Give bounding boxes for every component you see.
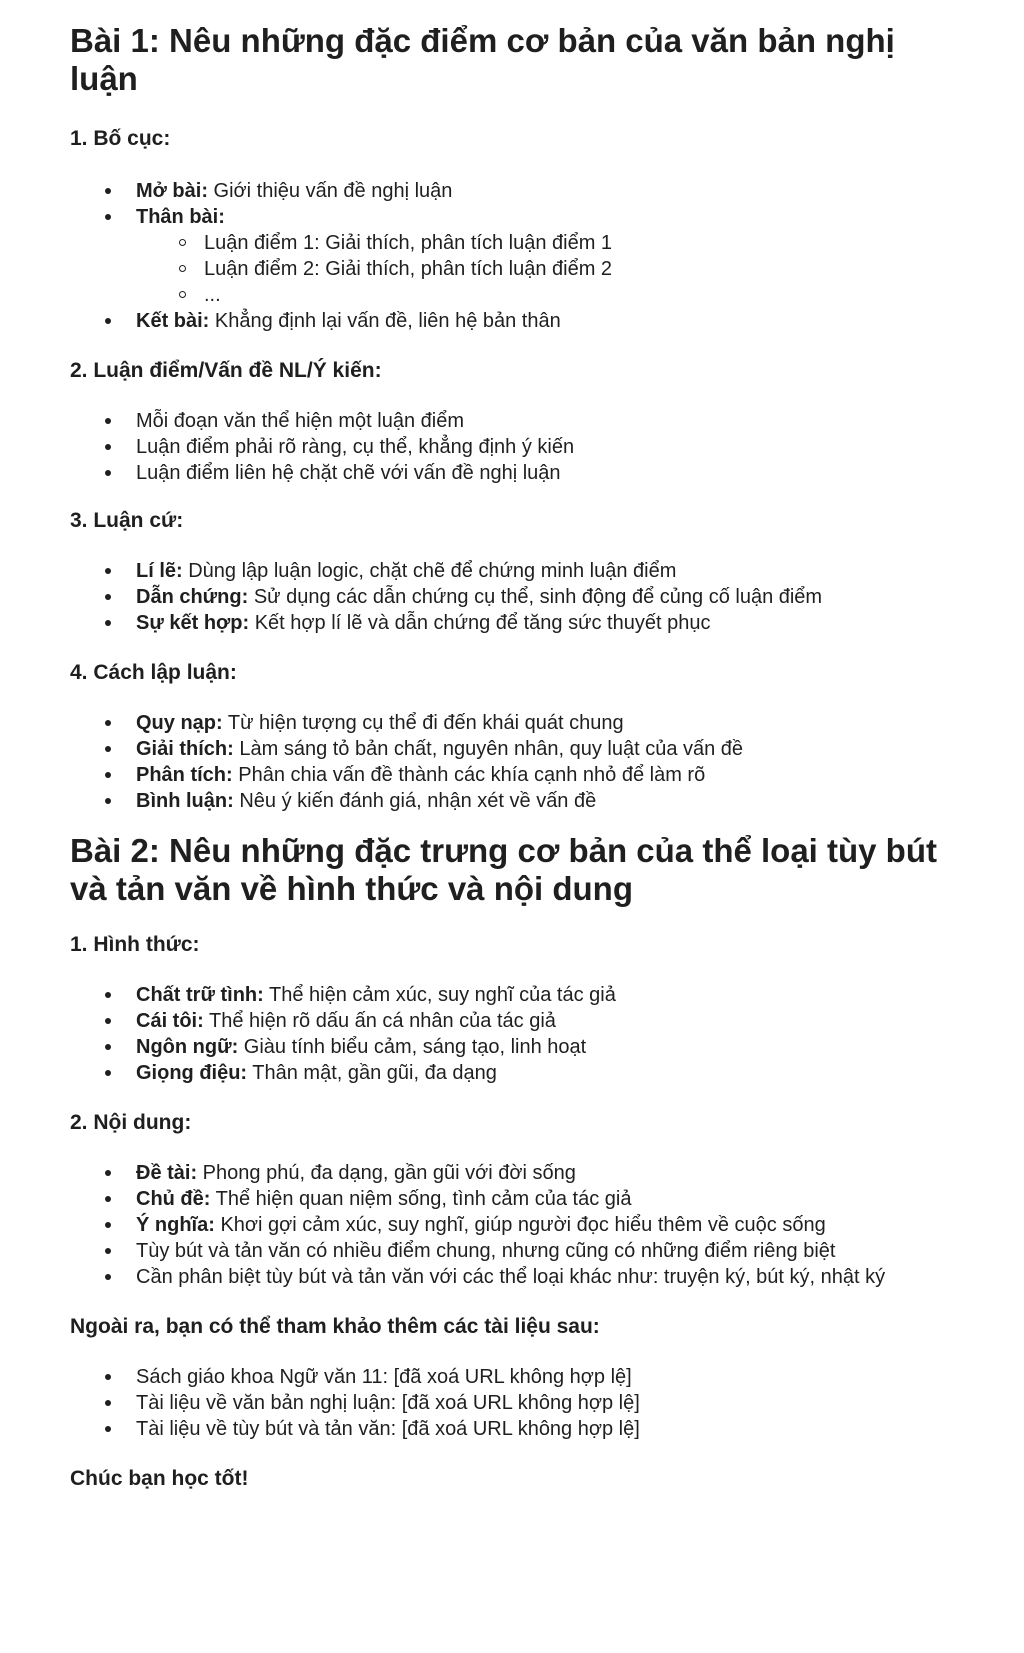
list-item xyxy=(70,710,970,736)
item-label: Phân tích: xyxy=(136,764,233,786)
item-label: Mở bài: xyxy=(136,180,208,202)
references-list xyxy=(70,1364,970,1442)
item-label: Cái tôi: xyxy=(136,1010,204,1032)
list-item: Tài liệu về tùy bút và tản văn: [đã xoá URL không hợp lệ] xyxy=(70,1416,970,1442)
item-label: Ngôn ngữ: xyxy=(136,1036,239,1058)
list-item xyxy=(70,1034,970,1060)
bai1-s4-heading: 4. Cách lập luận: xyxy=(70,661,237,684)
list-item: Luận điểm 1: Giải thích, phân tích luận điểm 1 xyxy=(70,230,970,256)
list-item: Cần phân biệt tùy bút và tản văn với các thể loại khác như: truyện ký, bút ký, nhật ký xyxy=(70,1264,970,1290)
list-item: Mỗi đoạn văn thể hiện một luận điểm xyxy=(70,408,970,434)
item-text: Sử dụng các dẫn chứng cụ thể, sinh động để củng cố luận điểm xyxy=(248,586,823,608)
list-item: ... xyxy=(70,282,970,308)
item-text: Thể hiện cảm xúc, suy nghĩ của tác giả xyxy=(263,984,616,1006)
item-text: Dùng lập luận logic, chặt chẽ để chứng minh luận điểm xyxy=(182,560,677,582)
item-text: Kết hợp lí lẽ và dẫn chứng để tăng sức thuyết phục xyxy=(249,612,711,634)
item-text: Nêu ý kiến đánh giá, nhận xét về vấn đề xyxy=(233,790,597,812)
list-item: Luận điểm phải rõ ràng, cụ thể, khẳng định ý kiến xyxy=(70,434,970,460)
item-label: Bình luận: xyxy=(136,790,234,812)
item-text: Làm sáng tỏ bản chất, nguyên nhân, quy luật của vấn đề xyxy=(233,738,744,760)
list-item xyxy=(70,1160,970,1186)
item-text: Thể hiện quan niệm sống, tình cảm của tác giả xyxy=(210,1188,632,1210)
item-label: Lí lẽ: xyxy=(136,560,183,582)
bai1-s1-sublist xyxy=(70,230,970,308)
bai1-s1-heading: 1. Bố cục: xyxy=(70,127,171,150)
item-label: Thân bài: xyxy=(136,206,225,228)
list-item xyxy=(70,308,970,334)
list-item: Luận điểm 2: Giải thích, phân tích luận điểm 2 xyxy=(70,256,970,282)
references-heading: Ngoài ra, bạn có thể tham khảo thêm các tài liệu sau: xyxy=(70,1315,600,1338)
bai2-title: Bài 2: Nêu những đặc trưng cơ bản của thể loại tùy bút và tản văn về hình thức và nội dung xyxy=(70,832,937,907)
list-item: Tài liệu về văn bản nghị luận: [đã xoá URL không hợp lệ] xyxy=(70,1390,970,1416)
bai1-s1-list-end xyxy=(70,308,970,334)
list-item xyxy=(70,1008,970,1034)
list-item: Luận điểm liên hệ chặt chẽ với vấn đề nghị luận xyxy=(70,460,970,486)
item-label: Ý nghĩa: xyxy=(136,1214,215,1236)
item-label: Chất trữ tình: xyxy=(136,984,264,1006)
bai2-s2-heading: 2. Nội dung: xyxy=(70,1111,192,1134)
list-item xyxy=(70,1060,970,1086)
bai1-s4-list xyxy=(70,710,970,814)
bai1-s2-list xyxy=(70,408,970,486)
list-item xyxy=(70,584,970,610)
list-item xyxy=(70,982,970,1008)
list-item xyxy=(70,610,970,636)
item-label: Kết bài: xyxy=(136,310,210,332)
list-item xyxy=(70,178,970,204)
list-item: Tùy bút và tản văn có nhiều điểm chung, nhưng cũng có những điểm riêng biệt xyxy=(70,1238,970,1264)
item-text: Phong phú, đa dạng, gần gũi với đời sống xyxy=(197,1162,576,1184)
bai2-s2-list xyxy=(70,1160,970,1290)
item-text: Khơi gợi cảm xúc, suy nghĩ, giúp người đọc hiểu thêm về cuộc sống xyxy=(214,1214,826,1236)
item-text: Thể hiện rõ dấu ấn cá nhân của tác giả xyxy=(203,1010,556,1032)
list-item xyxy=(70,1186,970,1212)
list-item xyxy=(70,558,970,584)
item-text: Từ hiện tượng cụ thể đi đến khái quát chung xyxy=(222,712,624,734)
bai1-title: Bài 1: Nêu những đặc điểm cơ bản của văn bản nghị luận xyxy=(70,22,895,97)
document-content xyxy=(70,22,970,1492)
list-item xyxy=(70,204,970,230)
closing-text: Chúc bạn học tốt! xyxy=(70,1467,249,1490)
item-label: Đề tài: xyxy=(136,1162,198,1184)
item-label: Quy nạp: xyxy=(136,712,223,734)
list-item xyxy=(70,736,970,762)
bai2-s1-list xyxy=(70,982,970,1086)
list-item xyxy=(70,1212,970,1238)
bai1-s3-heading: 3. Luận cứ: xyxy=(70,509,184,532)
bai1-s1-list xyxy=(70,178,970,230)
item-text: Phân chia vấn đề thành các khía cạnh nhỏ để làm rõ xyxy=(232,764,706,786)
item-text: Giàu tính biểu cảm, sáng tạo, linh hoạt xyxy=(238,1036,587,1058)
item-label: Sự kết hợp: xyxy=(136,612,250,634)
list-item xyxy=(70,788,970,814)
item-text: Thân mật, gần gũi, đa dạng xyxy=(247,1062,497,1084)
bai2-s1-heading: 1. Hình thức: xyxy=(70,933,200,956)
list-item xyxy=(70,762,970,788)
item-label: Giải thích: xyxy=(136,738,234,760)
bai1-s2-heading: 2. Luận điểm/Vấn đề NL/Ý kiến: xyxy=(70,359,382,382)
item-text: Giới thiệu vấn đề nghị luận xyxy=(208,180,453,202)
list-item: Sách giáo khoa Ngữ văn 11: [đã xoá URL không hợp lệ] xyxy=(70,1364,970,1390)
item-label: Dẫn chứng: xyxy=(136,586,249,608)
bai1-s3-list xyxy=(70,558,970,636)
item-label: Chủ đề: xyxy=(136,1188,211,1210)
item-text: Khẳng định lại vấn đề, liên hệ bản thân xyxy=(209,310,561,332)
item-label: Giọng điệu: xyxy=(136,1062,248,1084)
